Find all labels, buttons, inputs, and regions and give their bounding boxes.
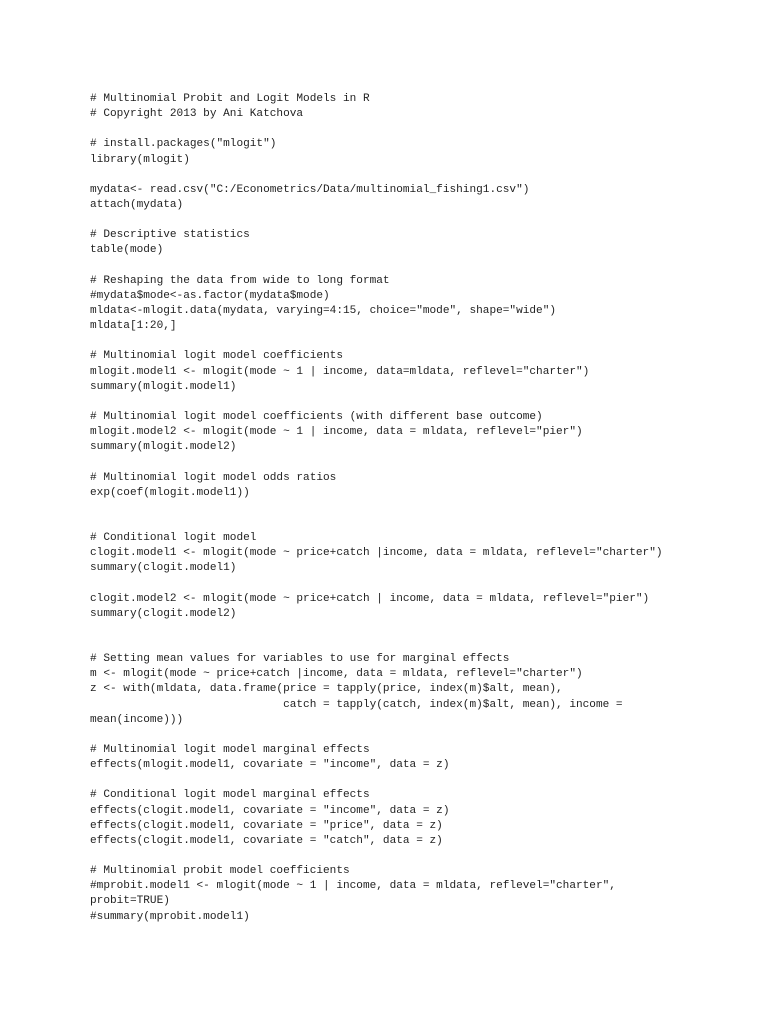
comment-line: #mprobit.model1 <- mlogit(mode ~ 1 | income, data = mldata, reflevel="charter", (90, 880, 616, 893)
comment-line: # Conditional logit model marginal effects (90, 789, 370, 802)
blank-line (90, 168, 730, 183)
code-line: mean(income))) (90, 713, 184, 726)
blank-line (90, 577, 730, 592)
blank-line (90, 773, 730, 788)
blank-line (90, 622, 730, 637)
comment-line: # Multinomial logit model odds ratios (90, 471, 337, 484)
blank-line (90, 728, 730, 743)
blank-line (90, 501, 730, 516)
code-line: mlogit.model1 <- mlogit(mode ~ 1 | income, data=mldata, reflevel="charter") (90, 365, 590, 378)
comment-line: # Multinomial probit model coefficients (90, 865, 350, 878)
comment-line: # Conditional logit model (90, 532, 257, 545)
comment-line: # Copyright 2013 by Ani Katchova (90, 108, 304, 121)
code-line: catch = tapply(catch, index(m)$alt, mean), income = (90, 698, 623, 711)
code-line: clogit.model2 <- mlogit(mode ~ price+catch | income, data = mldata, reflevel="pier") (90, 592, 650, 605)
blank-line (90, 516, 730, 531)
comment-line: # Multinomial logit model marginal effects (90, 744, 370, 757)
code-line: attach(mydata) (90, 198, 184, 211)
blank-line (90, 122, 730, 137)
code-line: clogit.model1 <- mlogit(mode ~ price+catch |income, data = mldata, reflevel="charter") (90, 547, 663, 560)
code-line: effects(clogit.model1, covariate = "price", data = z) (90, 819, 443, 832)
code-line: exp(coef(mlogit.model1)) (90, 486, 250, 499)
code-line: effects(mlogit.model1, covariate = "income", data = z) (90, 759, 450, 772)
comment-line: # Multinomial logit model coefficients (with different base outcome) (90, 410, 543, 423)
blank-line (90, 334, 730, 349)
code-line: mlogit.model2 <- mlogit(mode ~ 1 | income, data = mldata, reflevel="pier") (90, 426, 583, 439)
blank-line (90, 395, 730, 410)
code-line: mldata<-mlogit.data(mydata, varying=4:15, choice="mode", shape="wide") (90, 304, 557, 317)
code-line: summary(clogit.model2) (90, 607, 237, 620)
comment-line: # Multinomial logit model coefficients (90, 350, 343, 363)
blank-line (90, 637, 730, 652)
code-line: mydata<- read.csv("C:/Econometrics/Data/multinomial_fishing1.csv") (90, 183, 530, 196)
code-line: summary(clogit.model1) (90, 562, 237, 575)
code-line: library(mlogit) (90, 153, 190, 166)
code-line: z <- with(mldata, data.frame(price = tapply(price, index(m)$alt, mean), (90, 683, 563, 696)
code-line: effects(clogit.model1, covariate = "income", data = z) (90, 804, 450, 817)
code-line: m <- mlogit(mode ~ price+catch |income, data = mldata, reflevel="charter") (90, 668, 583, 681)
code-line: probit=TRUE) (90, 895, 170, 908)
blank-line (90, 455, 730, 470)
code-line: summary(mlogit.model1) (90, 380, 237, 393)
comment-line: # Multinomial Probit and Logit Models in R (90, 93, 370, 105)
code-line: effects(clogit.model1, covariate = "catch", data = z) (90, 834, 443, 847)
comment-line: # Descriptive statistics (90, 229, 250, 242)
comment-line: # Setting mean values for variables to use for marginal effects (90, 653, 510, 666)
code-listing (90, 92, 730, 925)
code-line: summary(mlogit.model2) (90, 441, 237, 454)
comment-line: # Reshaping the data from wide to long format (90, 274, 390, 287)
blank-line (90, 259, 730, 274)
comment-line: #mydata$mode<-as.factor(mydata$mode) (90, 289, 330, 302)
code-line: mldata[1:20,] (90, 320, 177, 333)
comment-line: #summary(mprobit.model1) (90, 910, 250, 923)
blank-line (90, 213, 730, 228)
blank-line (90, 849, 730, 864)
code-line: table(mode) (90, 244, 164, 257)
comment-line: # install.packages("mlogit") (90, 138, 277, 151)
